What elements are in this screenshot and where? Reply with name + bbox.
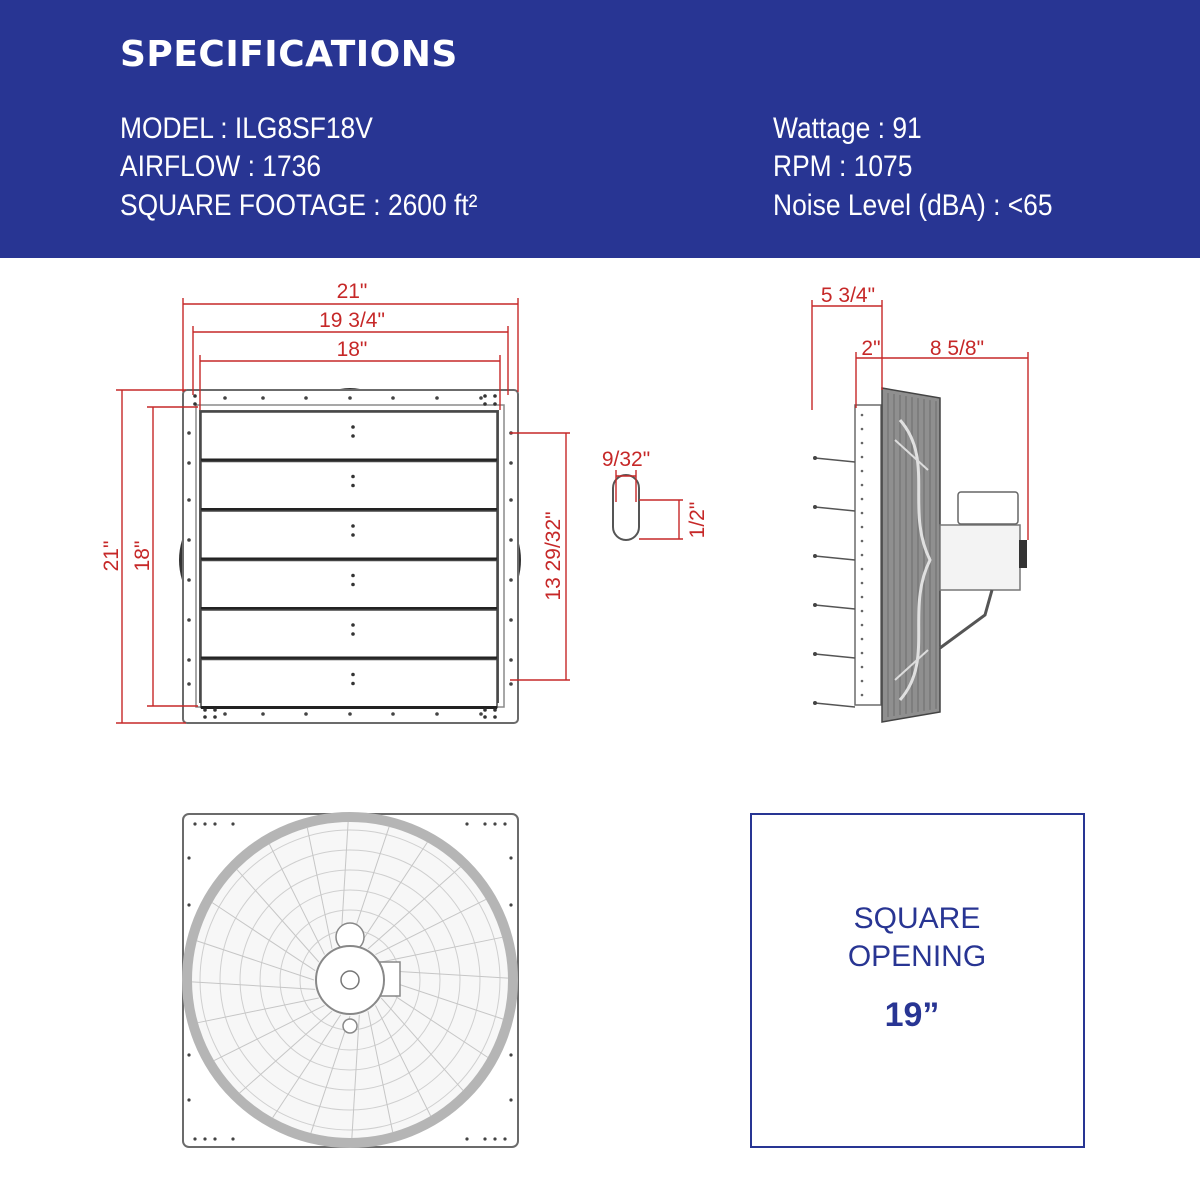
louver-blade — [201, 412, 497, 460]
dim-slot-height: 1/2" — [686, 501, 709, 539]
dim-width-outer: 21" — [336, 280, 368, 303]
dim-height-outer: 21" — [100, 540, 123, 572]
louver-blade — [201, 610, 497, 658]
motor-bracket — [940, 590, 992, 648]
opening-label-line2: OPENING — [847, 940, 987, 973]
spec-square-footage: SQUARE FOOTAGE : 2600 ft² — [120, 189, 478, 222]
opening-label-line1: SQUARE — [853, 902, 981, 935]
dim-width-inner: 18" — [336, 338, 368, 361]
banner-title: SPECIFICATIONS — [120, 34, 458, 75]
back-view-fan-guard — [183, 814, 518, 1147]
front-view-shutter — [179, 388, 521, 724]
dim-width-mid: 19 3/4" — [319, 309, 385, 332]
opening-size: 19” — [884, 996, 940, 1034]
spec-rpm: RPM : 1075 — [773, 150, 913, 183]
motor-housing — [940, 525, 1020, 590]
dim-hole-spacing: 13 29/32" — [542, 511, 565, 601]
dim-motor-depth: 8 5/8" — [929, 337, 985, 360]
louver-blade — [201, 561, 497, 609]
louver-blade — [201, 511, 497, 559]
spec-noise-level: Noise Level (dBA) : <65 — [773, 189, 1053, 222]
louver-blade — [201, 462, 497, 510]
square-opening-box — [751, 814, 1084, 1147]
motor-shaft — [1019, 540, 1027, 568]
capacitor-box — [958, 492, 1018, 524]
dim-height-inner: 18" — [131, 540, 154, 572]
louver-blade — [201, 660, 497, 708]
dim-slot-width: 9/32" — [601, 448, 651, 471]
louver-blades — [201, 412, 497, 708]
side-view — [813, 388, 1027, 722]
dim-flange-depth: 2" — [861, 337, 881, 360]
dim-total-depth: 5 3/4" — [820, 284, 876, 307]
spec-airflow: AIRFLOW : 1736 — [120, 150, 322, 183]
spec-wattage: Wattage : 91 — [773, 112, 922, 145]
spec-model: MODEL : ILG8SF18V — [120, 112, 373, 145]
slot-detail — [602, 448, 709, 540]
